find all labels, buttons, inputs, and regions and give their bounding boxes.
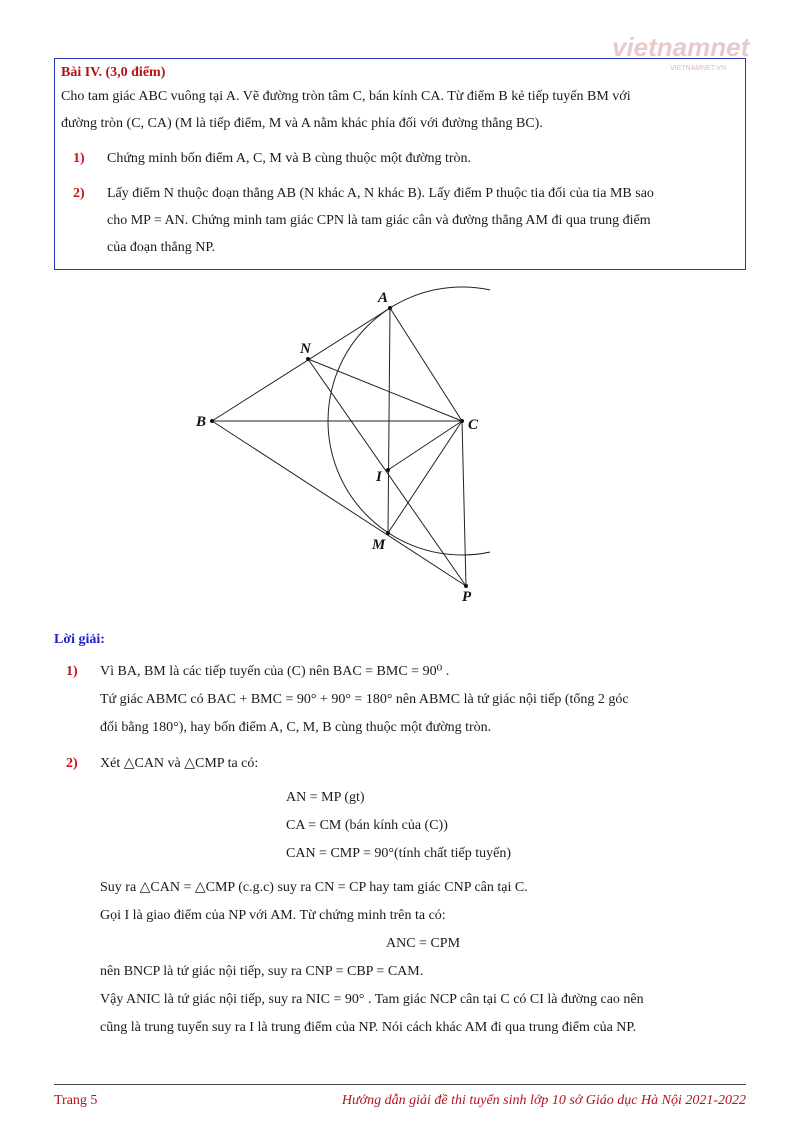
problem-box [54, 58, 746, 270]
segment-bp [212, 421, 466, 586]
question-2 [61, 180, 739, 261]
segment-nc [308, 359, 462, 421]
page-footer [54, 1084, 746, 1109]
solution-1-line-3: đối bằng 180°), hay bốn điểm A, C, M, B cùng thuộc một đường tròn. [100, 720, 492, 735]
segment-ac [390, 308, 462, 421]
equation-4: ANC = CPM [385, 936, 461, 951]
equation-1: AN = MP (gt) [286, 790, 365, 805]
label-p: P [462, 589, 472, 605]
equation-3: CAN = CMP = 90°(tính chất tiếp tuyến) [286, 846, 512, 861]
solution-2-line-6: cũng là trung tuyến suy ra I là trung điểm của NP. Nói cách khác AM đi qua trung điểm của NP. [100, 1020, 637, 1035]
equation-2: CA = CM (bán kính của (C)) [286, 818, 448, 833]
watermark-sub: VIETNAMNET.VN [670, 65, 727, 72]
solution-2-line-3: Gọi I là giao điểm của NP với AM. Từ chứng minh trên ta có: [100, 908, 446, 923]
label-a: A [378, 290, 389, 306]
problem-title: Bài IV. (3,0 điểm) [61, 65, 166, 80]
label-c: C [468, 417, 479, 433]
segment-np [308, 359, 466, 586]
label-b: B [196, 414, 207, 430]
segment-ic [388, 421, 462, 470]
solution-title: Lời giải: [54, 632, 105, 647]
solution-2-number: 2) [66, 756, 78, 771]
document-title: Hướng dẫn giải đề thi tuyển sinh lớp 10 sở Giáo dục Hà Nội 2021-2022 [341, 1093, 746, 1108]
solution-2-line-5: Vậy ANIC là tứ giác nội tiếp, suy ra NIC = 90° . Tam giác NCP cân tại C có CI là đường cao nên [100, 992, 644, 1007]
question-2-line-1: Lấy điểm N thuộc đoạn thẳng AB (N khác A, N khác B). Lấy điểm P thuộc tia đối của tia MB sao [107, 186, 654, 201]
question-2-line-3: của đoạn thẳng NP. [107, 240, 216, 255]
question-1 [61, 145, 739, 172]
question-2-line-2: cho MP = AN. Chứng minh tam giác CPN là tam giác cân và đường thẳng AM đi qua trung điểm [107, 213, 651, 228]
label-m: M [372, 537, 386, 553]
segment-cp [462, 421, 466, 586]
solution-1-line-2: Tứ giác ABMC có BAC + BMC = 90° + 90° = 180° nên ABMC là tứ giác nội tiếp (tổng 2 góc [100, 692, 629, 707]
page-number: Trang 5 [54, 1093, 98, 1108]
solution-part-1 [54, 658, 746, 742]
solution-1-line-1: Vì BA, BM là các tiếp tuyến của (C) nên BAC = BMC = 90⁰ . [100, 664, 450, 679]
segment-cm [388, 421, 462, 533]
solution-1-number: 1) [66, 664, 78, 679]
geometry-figure [190, 283, 490, 613]
solution-2-line-1: Xét △CAN và △CMP ta có: [100, 756, 259, 771]
solution [54, 630, 746, 1042]
label-i: I [376, 469, 382, 485]
problem-intro-line-1: Cho tam giác ABC vuông tại A. Vẽ đường tròn tâm C, bán kính CA. Từ điểm B kẻ tiếp tuyến BM với [61, 89, 631, 104]
segment-ba [212, 308, 390, 421]
question-2-number: 2) [73, 186, 85, 201]
question-1-text: Chứng minh bốn điểm A, C, M và B cùng thuộc một đường tròn. [107, 151, 472, 166]
watermark-brand: vietnamnet [612, 32, 750, 62]
question-1-number: 1) [73, 151, 85, 166]
solution-part-2 [54, 750, 746, 1042]
solution-2-line-4: nên BNCP là tứ giác nội tiếp, suy ra CNP = CBP = CAM. [100, 964, 424, 979]
label-n: N [300, 341, 311, 357]
problem-intro-line-2: đường tròn (C, CA) (M là tiếp điểm, M và A nằm khác phía đối với đường thẳng BC). [61, 116, 543, 131]
solution-2-line-2: Suy ra △CAN = △CMP (c.g.c) suy ra CN = CP hay tam giác CNP cân tại C. [100, 880, 528, 895]
